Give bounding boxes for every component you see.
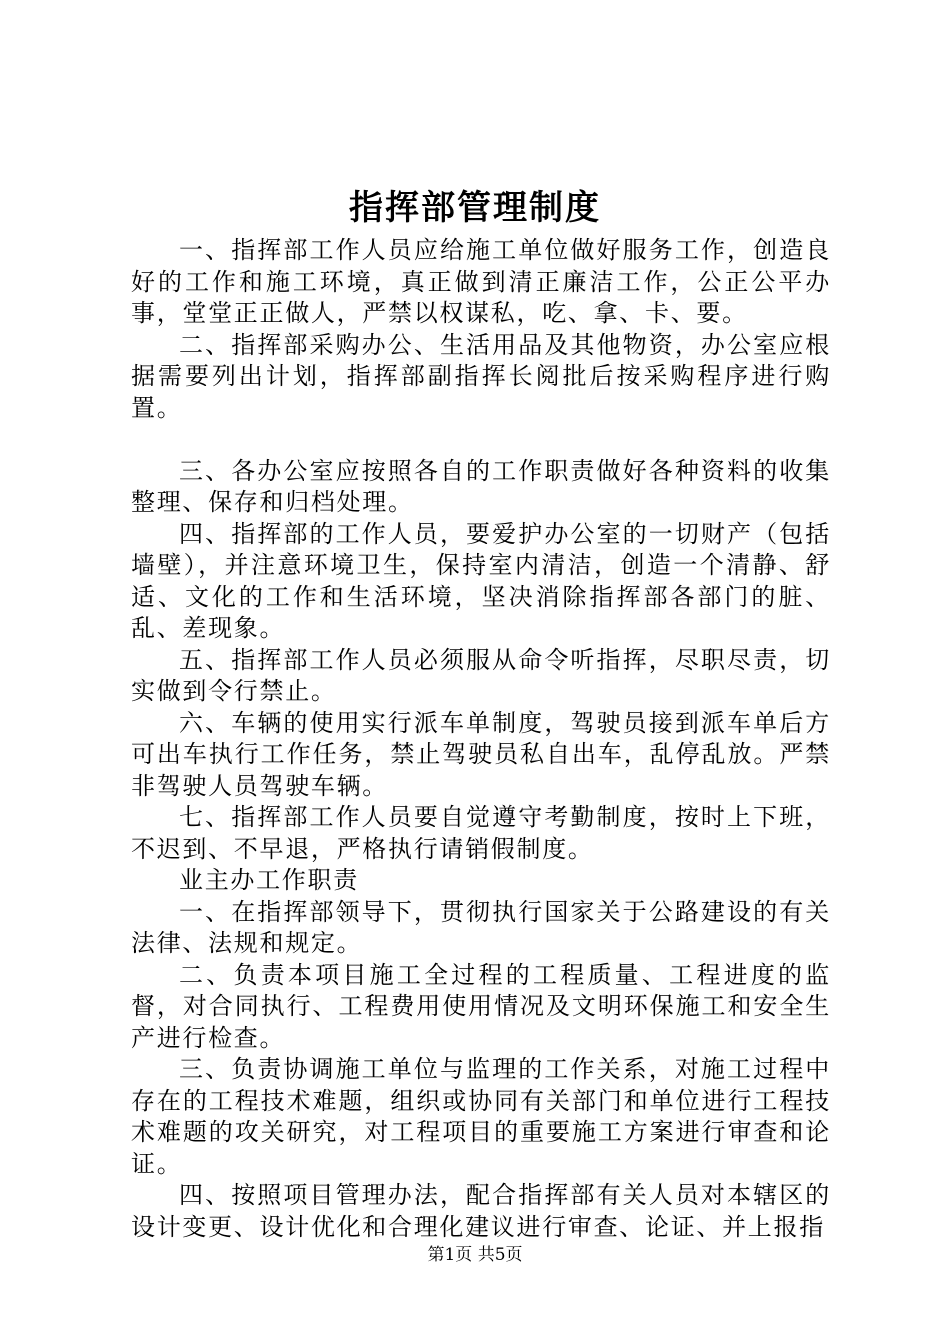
paragraph-2: 二、指挥部采购办公、生活用品及其他物资，办公室应根据需要列出计划，指挥部副指挥长阅批后按采购程序进行购置。 [131, 330, 831, 422]
paragraph-7: 七、指挥部工作人员要自觉遵守考勤制度，按时上下班，不迟到、不早退，严格执行请销假制度。 [131, 803, 831, 863]
section-heading: 业主办工作职责 [179, 866, 359, 894]
paragraph-4: 四、指挥部的工作人员，要爱护办公室的一切财产（包括墙壁），并注意环境卫生，保持室内清洁，创造一个清静、舒适、文化的工作和生活环境，坚决消除指挥部各部门的脏、乱、差现象。 [131, 519, 831, 642]
paragraph-spacer [131, 424, 831, 456]
paragraph-8: 一、在指挥部领导下，贯彻执行国家关于公路建设的有关法律、法规和规定。 [131, 897, 831, 957]
document-title: 指挥部管理制度 [349, 188, 601, 228]
page-number-footer: 第1页 共5页 [427, 1245, 523, 1265]
paragraph-11: 四、按照项目管理办法，配合指挥部有关人员对本辖区的设计变更、设计优化和合理化建议进行审查、论证、并上报指 [131, 1181, 831, 1241]
paragraph-3: 三、各办公室应按照各自的工作职责做好各种资料的收集整理、保存和归档处理。 [131, 456, 831, 516]
paragraph-5: 五、指挥部工作人员必须服从命令听指挥，尽职尽责，切实做到令行禁止。 [131, 645, 831, 705]
paragraph-6: 六、车辆的使用实行派车单制度，驾驶员接到派车单后方可出车执行工作任务，禁止驾驶员私自出车，乱停乱放。严禁非驾驶人员驾驶车辆。 [131, 708, 831, 800]
paragraph-1: 一、指挥部工作人员应给施工单位做好服务工作，创造良好的工作和施工环境，真正做到清正廉洁工作，公正公平办事，堂堂正正做人，严禁以权谋私，吃、拿、卡、要。 [131, 236, 831, 327]
paragraph-9: 二、负责本项目施工全过程的工程质量、工程进度的监督，对合同执行、工程费用使用情况及文明环保施工和安全生产进行检查。 [131, 960, 831, 1052]
document-body [131, 235, 831, 1243]
paragraph-10: 三、负责协调施工单位与监理的工作关系，对施工过程中存在的工程技术难题，组织或协同有关部门和单位进行工程技术难题的攻关研究，对工程项目的重要施工方案进行审查和论证。 [131, 1055, 831, 1178]
